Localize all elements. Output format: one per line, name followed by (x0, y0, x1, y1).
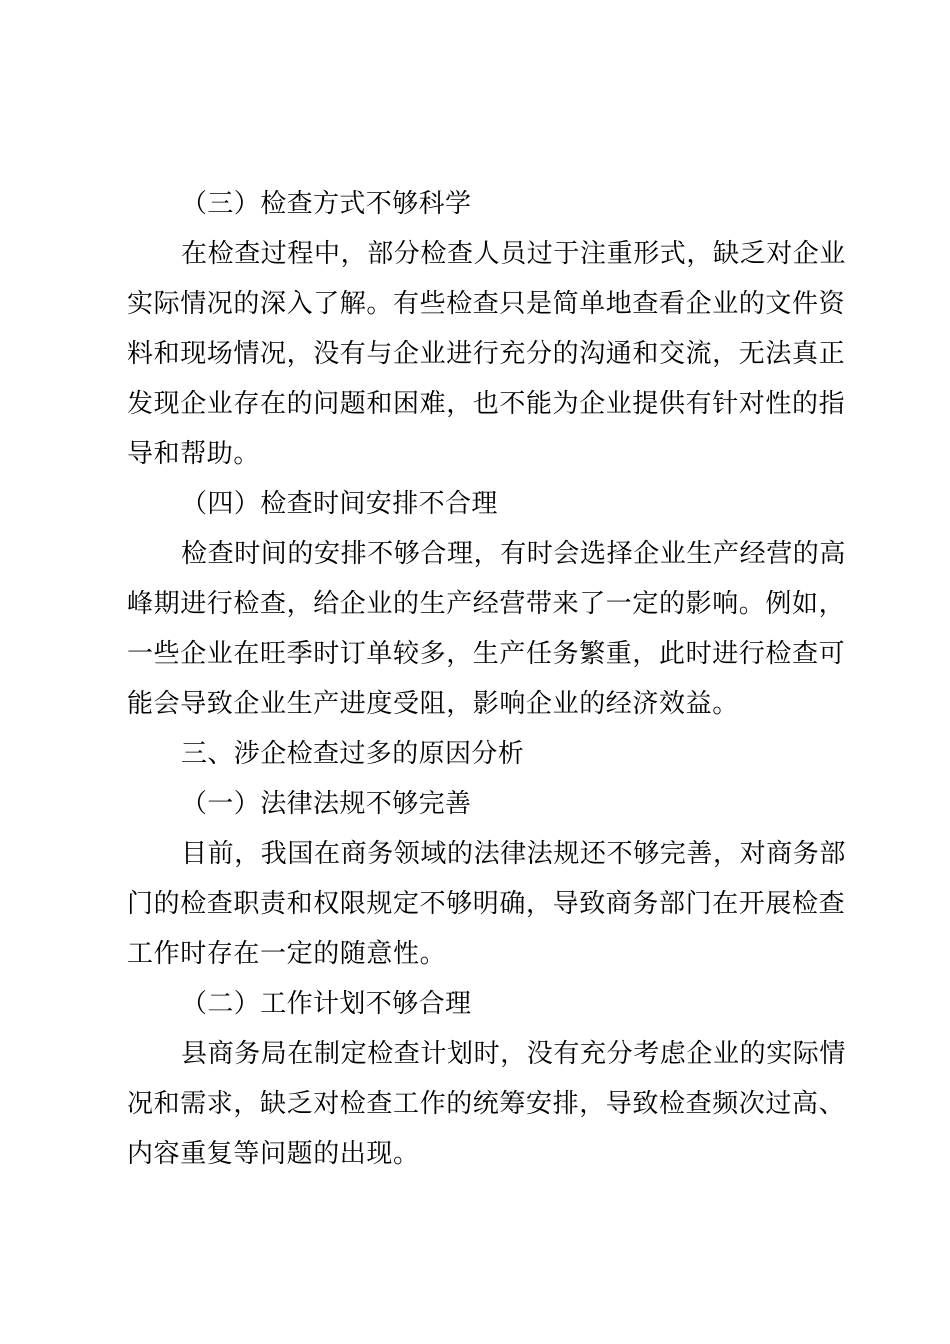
section-heading: （三）检查方式不够科学 (181, 189, 472, 219)
section-heading: （二）工作计划不够合理 (181, 989, 472, 1019)
paragraph-line: 内容重复等问题的出现。 (127, 1139, 420, 1169)
paragraph-line: 发现企业存在的问题和困难，也不能为企业提供有针对性的指 (127, 389, 846, 419)
paragraph-line: 峰期进行检查，给企业的生产经营带来了一定的影响。例如， (127, 589, 846, 619)
paragraph-line: 况和需求，缺乏对检查工作的统筹安排，导致检查频次过高、 (127, 1089, 846, 1119)
section-heading: （一）法律法规不够完善 (181, 789, 472, 819)
paragraph-line: 料和现场情况，没有与企业进行充分的沟通和交流，无法真正 (127, 339, 846, 369)
paragraph-line: 检查时间的安排不够合理，有时会选择企业生产经营的高 (181, 539, 847, 569)
paragraph-line: 县商务局在制定检查计划时，没有充分考虑企业的实际情 (181, 1039, 847, 1069)
paragraph-line: 实际情况的深入了解。有些检查只是简单地查看企业的文件资 (127, 289, 846, 319)
paragraph-line: 导和帮助。 (127, 439, 261, 469)
paragraph-line: 一些企业在旺季时订单较多，生产任务繁重，此时进行检查可 (127, 639, 846, 669)
section-heading: （四）检查时间安排不合理 (181, 489, 498, 519)
paragraph-line: 在检查过程中，部分检查人员过于注重形式，缺乏对企业 (181, 239, 847, 269)
paragraph-line: 目前，我国在商务领域的法律法规还不够完善，对商务部 (181, 839, 847, 869)
paragraph-line: 门的检查职责和权限规定不够明确，导致商务部门在开展检查 (127, 889, 846, 919)
chapter-heading: 三、涉企检查过多的原因分析 (181, 739, 525, 769)
paragraph-line: 工作时存在一定的随意性。 (127, 939, 447, 969)
paragraph-line: 能会导致企业生产进度受阻，影响企业的经济效益。 (127, 689, 739, 719)
